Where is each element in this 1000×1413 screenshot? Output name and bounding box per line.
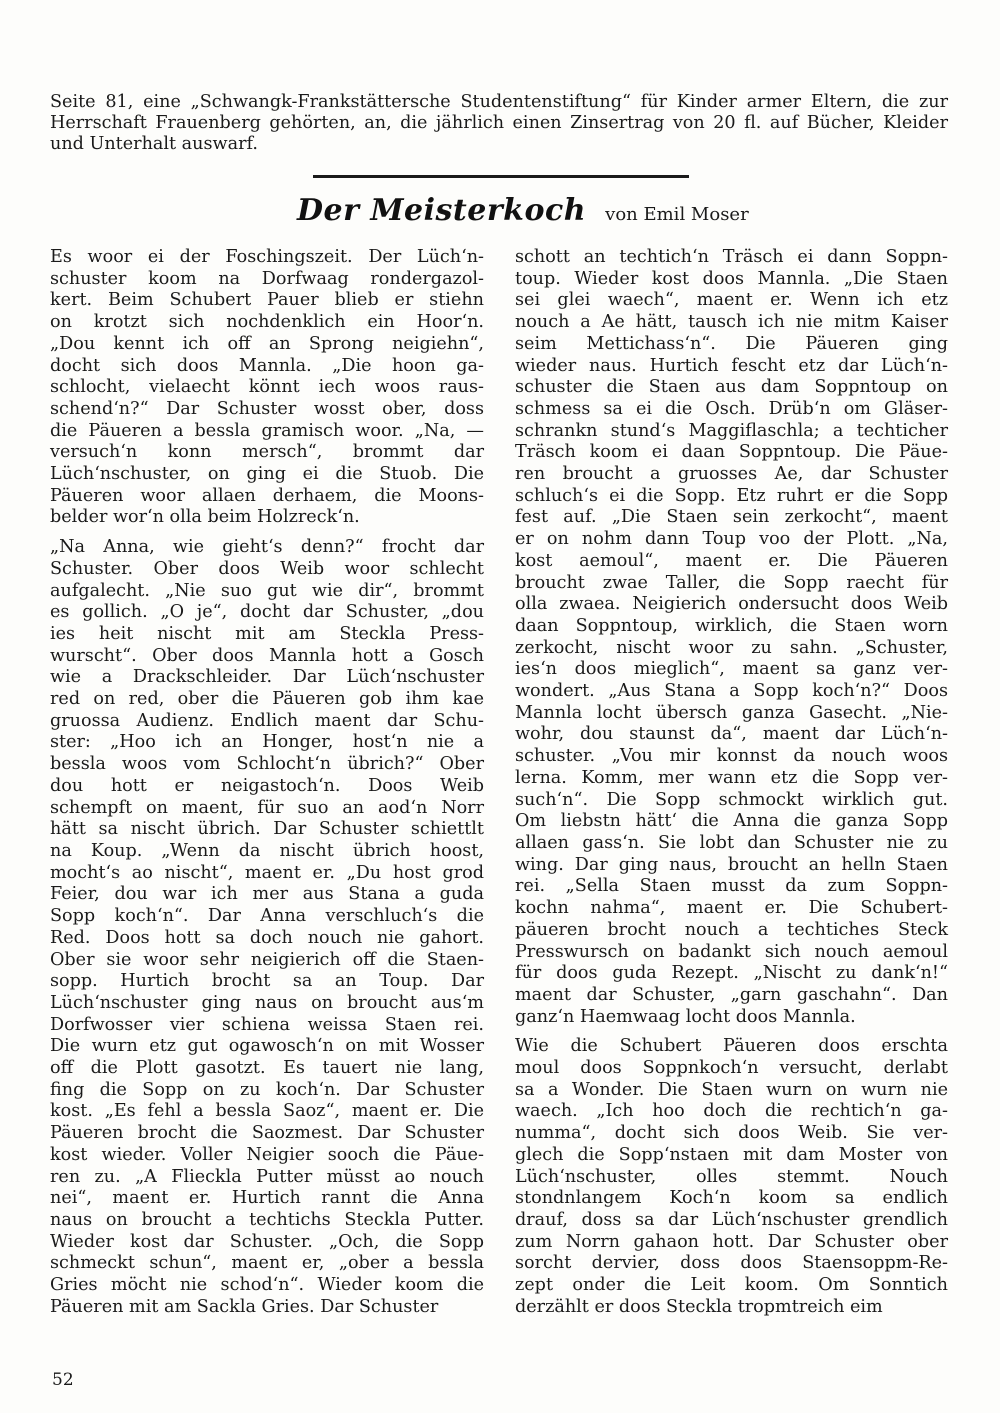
text-line: gruossa Audienz. Endlich maent dar Schu- — [50, 710, 484, 731]
text-line: sopp. Hurtich brocht sa an Toup. Dar — [50, 971, 484, 992]
text-line: broucht zwae Taller, die Sopp raecht für — [515, 572, 948, 593]
text-line: Feier, dou war ich mer aus Stana a guda — [50, 884, 484, 905]
text-line: „Dou kennt ich off an Sprong neigiehn“, — [50, 333, 484, 354]
text-line: Lüch‘nschuster ging naus on broucht aus‘m — [50, 992, 484, 1013]
text-line: schluch‘s ei die Sopp. Etz ruhrt er die Sopp — [515, 485, 948, 506]
text-line: allaen gass‘n. Sie lobt dan Schuster nie zu — [515, 832, 948, 853]
intro-paragraph: Seite 81, eine „Schwangk-Frankstättersche Studentenstiftung“ für Kinder armer Eltern, die zur Herrschaft Frauenberg gehörten, an, die jährlich einen Zinsertrag von 20 fl. auf Bücher, Kleider und Unterhalt auswarf. — [50, 92, 948, 154]
text-line: Lüch‘nschuster, olles stemmt. Nouch — [515, 1166, 948, 1187]
text-line: glech die Sopp‘nstaen mit dam Moster von — [515, 1144, 948, 1165]
text-line: ies‘n doos mieglich“, maent sa ganz ver- — [515, 659, 948, 680]
text-line: schrankn stund‘s Maggiflaschla; a techticher — [515, 420, 948, 441]
text-line: belder wor‘n olla beim Holzreck‘n. — [50, 507, 360, 528]
text-line: derzählt er doos Steckla tropmtreich eim — [515, 1296, 883, 1317]
text-line: wieder naus. Hurtich fescht etz dar Lüch‘n- — [515, 355, 948, 376]
text-line: Dorfwosser vier schiena weissa Staen rei. — [50, 1014, 484, 1035]
text-line: kost aemoul“, maent er. Die Päueren — [515, 550, 948, 571]
text-line: waech. „Ich hoo doch die rechtich‘n ga- — [515, 1101, 948, 1122]
text-line: versuch‘n konn mersch“, brommt dar — [50, 442, 484, 463]
text-line: Sopp koch‘n“. Dar Anna verschluch‘s die — [50, 906, 484, 927]
text-line: maent dar Schuster, „garn gaschahn“. Dan — [515, 984, 948, 1005]
text-line: sei glei waech“, maent er. Wenn ich etz — [515, 290, 948, 311]
text-line: Es woor ei der Foschingszeit. Der Lüch‘n- — [50, 247, 484, 267]
text-line: wie a Drackschleider. Dar Lüch‘nschuster — [50, 667, 484, 688]
text-line: für doos guda Rezept. „Nischt zu dank‘n!“ — [515, 963, 948, 984]
text-line: „Na Anna, wie gieht‘s denn?“ frocht dar — [50, 537, 484, 558]
text-line: ren broucht a gruosses Ae, dar Schuster — [515, 464, 948, 485]
text-line: schuster. „Vou mir konnst da nouch woos — [515, 746, 948, 767]
text-line: Presswursch on badankt sich nouch aemoul — [515, 941, 948, 962]
text-line: Wieder kost dar Schuster. „Och, die Sopp — [50, 1231, 484, 1252]
text-line: sorcht dervier, doss doos Staensoppm-Re- — [515, 1253, 948, 1274]
text-line: seim Mettichass‘n“. Die Päueren ging — [515, 333, 948, 354]
text-line: schuster koom na Dorfwaag rondergazol- — [50, 268, 484, 289]
text-line: lerna. Komm, mer wann etz die Sopp ver- — [515, 767, 948, 788]
text-line: off die Plott gasotzt. Es tauert nie lang, — [50, 1058, 484, 1079]
text-line: kost. „Es fehl a bessla Saoz“, maent er. Die — [50, 1101, 484, 1122]
text-line: bessla woos vom Schlocht‘n übrich?“ Ober — [50, 754, 484, 775]
text-line: sa a Wonder. Die Staen wurn on wurn nie — [515, 1079, 948, 1100]
text-line: stondnlangem Koch‘n koom sa endlich — [515, 1188, 948, 1209]
text-line: dou hott er neigastoch‘n. Doos Weib — [50, 775, 484, 796]
text-line: schmess sa ei die Osch. Drüb‘n om Gläser- — [515, 398, 948, 419]
text-line: Wie die Schubert Päueren doos erschta — [515, 1036, 948, 1057]
text-line: schmeckt schun“, maent er, „ober a bessla — [50, 1253, 484, 1274]
text-line: fest auf. „Die Staen sein zerkocht“, maent — [515, 507, 948, 528]
text-line: es gollich. „O je“, docht dar Schuster, „dou — [50, 602, 484, 623]
text-line: schott an techtich‘n Träsch ei dann Soppn- — [515, 247, 948, 267]
paragraph — [515, 1036, 948, 1318]
article-heading — [297, 193, 797, 241]
text-line: such‘n“. Die Sopp schmockt wirklich gut. — [515, 789, 948, 810]
text-line: Ober sie woor sehr neigierich off die Staen- — [50, 949, 484, 970]
text-line: mocht‘s ao nischt“, maent er. „Du host grod — [50, 862, 484, 883]
text-line: moul doos Soppnkoch‘n versucht, derlabt — [515, 1058, 948, 1079]
text-line: Träsch koom ei daan Soppntoup. Die Päue- — [515, 442, 948, 463]
left-column — [50, 247, 484, 1318]
text-line: er on nohm dann Toup voo der Plott. „Na, — [515, 529, 948, 550]
text-line: Päueren brocht die Saozmest. Dar Schuster — [50, 1123, 484, 1144]
text-line: Mannla locht übersch ganza Gasecht. „Nie- — [515, 702, 948, 723]
text-line: schend‘n?“ Dar Schuster wosst ober, doss — [50, 398, 484, 419]
text-line: Päueren mit am Sackla Gries. Dar Schuster — [50, 1296, 439, 1317]
text-line: on krotzt sich nochdenklich ein Hoor‘n. — [50, 312, 484, 333]
text-line: schlocht, vielaecht könnt iech woos raus- — [50, 377, 484, 398]
text-line: wurscht“. Ober doos Mannla hott a Gosch — [50, 645, 484, 666]
text-line: Red. Doos hott sa doch nouch nie gahort. — [50, 927, 484, 948]
text-line: Päueren woor allaen derhaem, die Moons- — [50, 485, 484, 506]
text-line: ster: „Hoo ich an Honger, host‘n nie a — [50, 732, 484, 753]
right-column — [515, 247, 948, 1318]
text-line: naus on broucht a techtichs Steckla Putter. — [50, 1209, 484, 1230]
article-title: Der Meisterkoch — [297, 193, 587, 228]
text-line: kost wieder. Voller Neigier sooch die Päue- — [50, 1144, 484, 1165]
text-line: Die wurn etz gut ogawosch‘n on mit Wosser — [50, 1036, 484, 1057]
text-line: Gries möcht nie schod‘n“. Wieder koom die — [50, 1275, 484, 1296]
text-line: aufgalecht. „Nie suo gut wie dir“, brommt — [50, 580, 484, 601]
text-line: wing. Dar ging naus, broucht an helln Staen — [515, 854, 948, 875]
text-line: wondert. „Aus Stana a Sopp koch‘n?“ Doos — [515, 681, 948, 702]
text-line: hätt sa nischt übrich. Dar Schuster schiettlt — [50, 819, 484, 840]
text-line: docht sich doos Mannla. „Die hoon ga- — [50, 355, 484, 376]
article-byline: von Emil Moser — [605, 204, 749, 225]
text-line: nei“, maent er. Hurtich rannt die Anna — [50, 1188, 484, 1209]
text-line: zept onder die Leit koom. Om Sonntich — [515, 1275, 948, 1296]
text-line: päueren brocht nouch a techtiches Steck — [515, 919, 948, 940]
section-divider — [313, 175, 689, 178]
text-line: daan Soppntoup, wirklich, die Staen worn — [515, 615, 948, 636]
text-line: kert. Beim Schubert Pauer blieb er stiehn — [50, 290, 484, 311]
text-line: schempft on maent, für suo an aod‘n Norr — [50, 797, 484, 818]
text-line: red on red, ober die Päueren gob ihm kae — [50, 689, 484, 710]
text-line: nouch a Ae hätt, tausch ich nie mitm Kaiser — [515, 312, 948, 333]
paragraph — [50, 247, 484, 529]
text-line: ies heit nischt mit am Steckla Press- — [50, 623, 484, 644]
text-line: drauf, doss sa dar Lüch‘nschuster grendlich — [515, 1209, 948, 1230]
text-line: Om liebstn hätt‘ die Anna die ganza Sopp — [515, 811, 948, 832]
text-line: toup. Wieder kost doos Mannla. „Die Staen — [515, 268, 948, 289]
text-line: na Koup. „Wenn da nischt übrich hoost, — [50, 840, 484, 861]
text-line: die Päueren a bessla gramisch woor. „Na, — — [50, 420, 484, 441]
text-line: olla zwaea. Neigierich ondersucht doos Weib — [515, 594, 948, 615]
text-line: rei. „Sella Staen musst da zum Soppn- — [515, 876, 948, 897]
text-line: wohr, dou staunst da“, maent dar Lüch‘n- — [515, 724, 948, 745]
page-number: 52 — [52, 1370, 74, 1390]
paragraph — [50, 537, 484, 1318]
text-line: ganz‘n Haemwaag locht doos Mannla. — [515, 1006, 856, 1027]
text-line: zerkocht, nischt woor zu sahn. „Schuster, — [515, 637, 948, 658]
paragraph — [515, 247, 948, 1028]
text-line: zum Norrn gahaon hott. Dar Schuster ober — [515, 1231, 948, 1252]
text-line: schuster die Staen aus dam Soppntoup on — [515, 377, 948, 398]
text-line: Lüch‘nschuster, on ging ei die Stuob. Die — [50, 464, 484, 485]
text-line: Schuster. Ober doos Weib woor schlecht — [50, 558, 484, 579]
text-line: ren zu. „A Flieckla Putter müsst ao nouch — [50, 1166, 484, 1187]
text-line: kochn nahma“, maent er. Die Schubert- — [515, 898, 948, 919]
text-line: fing die Sopp on zu koch‘n. Dar Schuster — [50, 1079, 484, 1100]
text-line: numma“, docht sich doos Weib. Sie ver- — [515, 1123, 948, 1144]
